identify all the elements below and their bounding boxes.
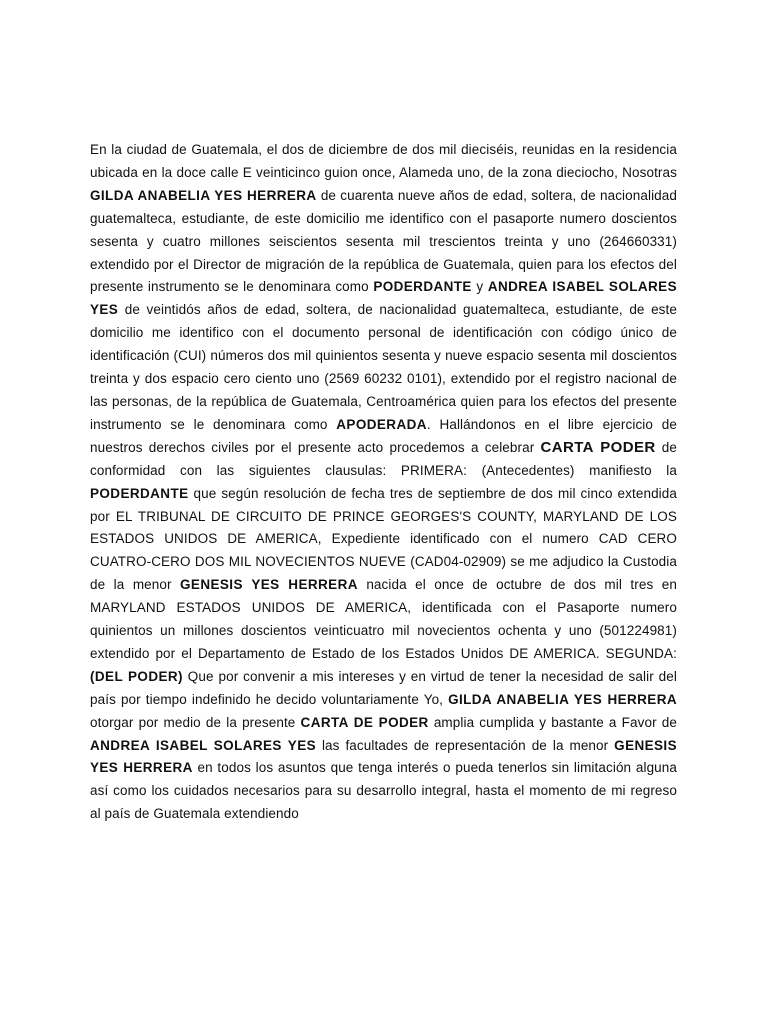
bold-text-segment: GILDA ANABELIA YES HERRERA (448, 691, 677, 707)
text-segment: que según resolución de fecha tres de septiembre de dos mil cinco extendida por EL TRIBUNAL DE CIRCUITO DE PRINCE GEORGES'S COUNTY, MARYLAND DE LOS ESTADOS UNIDOS DE AMERICA, Expediente identificado con el numero CAD CERO CUATRO-CERO DOS MIL NOVECIENTOS NUEVE (CAD04-02909) se me adjudico la Custodia de la menor (90, 485, 677, 593)
text-segment: de cuarenta nueve años de edad, soltera, de nacionalidad guatemalteca, estudiante, de este domicilio me identifico con el pasaporte numero doscientos sesenta y cuatro millones seiscientos sesenta mil trescientos treinta y uno (264660331) extendido por el Director de migración de la república de Guatemala, quien para los efectos del presente instrumento se le denominara como (90, 187, 677, 295)
bold-text-segment: APODERADA (336, 416, 427, 432)
bold-text-segment: ANDREA ISABEL SOLARES YES (90, 279, 677, 318)
document-body-paragraph (90, 139, 677, 826)
text-segment: amplia cumplida y bastante a Favor de (428, 714, 678, 730)
text-segment: de conformidad con las siguientes clausulas: PRIMERA: (Antecedentes) manifiesto la (90, 439, 677, 478)
text-segment: otorgar por medio de la presente (90, 714, 301, 730)
text-segment: En la ciudad de Guatemala, el dos de diciembre de dos mil dieciséis, reunidas en la residencia ubicada en la doce calle E veinticinco guion once, Alameda uno, de la zona dieciocho, Nosotras (90, 142, 677, 180)
text-segment: nacida el once de octubre de dos mil tres en MARYLAND ESTADOS UNIDOS DE AMERICA, identificada con el Pasaporte numero quinientos un millones doscientos veinticuatro mil novecientos ochenta y uno (501224981) extendido por el Departamento de Estado de los Estados Unidos DE AMERICA. SEGUNDA: (90, 577, 677, 661)
bold-text-segment: (DEL PODER) (90, 668, 183, 684)
bold-text-segment: GILDA ANABELIA YES HERRERA (90, 187, 317, 203)
text-segment: Que por convenir a mis intereses y en virtud de tener la necesidad de salir del país por tiempo indefinido he decido voluntariamente Yo, (90, 668, 677, 707)
bold-text-segment: CARTA PODER (540, 438, 656, 456)
bold-text-segment: GENESIS YES HERRERA (180, 577, 358, 593)
bold-text-segment: GENESIS YES HERRERA (90, 737, 677, 776)
text-segment: en todos los asuntos que tenga interés o pueda tenerlos sin limitación alguna así como los cuidados necesarios para su desarrollo integral, hasta el momento de mi regreso al país de Guatemala extendiendo (90, 760, 678, 822)
text-segment: de veintidós años de edad, soltera, de nacionalidad guatemalteca, estudiante, de este domicilio me identifico con el documento personal de identificación con código único de identificación (CUI) números dos mil quinientos sesenta y nueve espacio sesenta mil doscientos treinta y dos espacio cero ciento uno (2569 60232 0101), extendido por el registro nacional de las personas, de la república de Guatemala, Centroamérica quien para los efectos del presente instrumento se le denominara como (90, 302, 677, 432)
text-segment: las facultades de representación de la menor (316, 737, 615, 753)
bold-text-segment: CARTA DE PODER (300, 714, 429, 730)
bold-text-segment: ANDREA ISABEL SOLARES YES (90, 737, 317, 753)
text-segment: . Hallándonos en el libre ejercicio de nuestros derechos civiles por el presente acto procedemos a celebrar (90, 416, 677, 455)
text-segment: y (471, 279, 488, 295)
bold-text-segment: PODERDANTE (90, 485, 189, 501)
bold-text-segment: PODERDANTE (373, 279, 472, 295)
